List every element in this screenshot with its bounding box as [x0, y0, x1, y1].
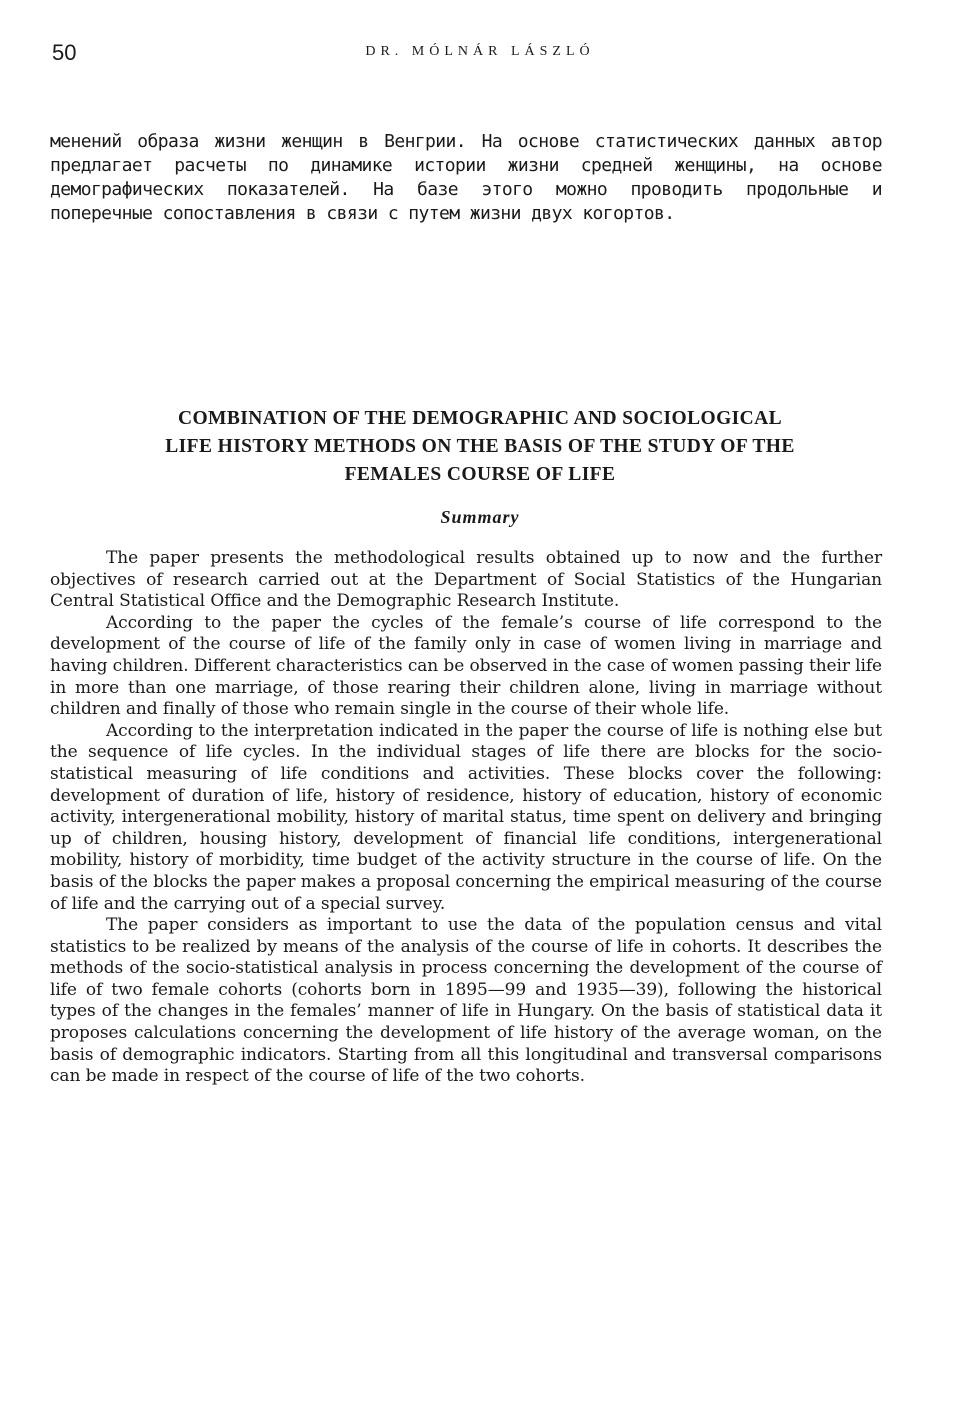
- title-line: LIFE HISTORY METHODS ON THE BASIS OF THE STUDY OF THE: [165, 436, 795, 457]
- article-body: [50, 548, 882, 1088]
- body-paragraph: The paper presents the methodological results obtained up to now and the further objectives of research carried out at the Department of Social Statistics of the Hungarian Central Statistical Office and the Demographic Research Institute.: [50, 548, 882, 612]
- page-number: 50: [52, 40, 77, 65]
- russian-summary-paragraph: менений образа жизни женщин в Венгрии. На основе статистических данных автор предлагает расчеты по динамике истории жизни средней женщины, на основе демографических показателей. На базе этого можно проводить продольные и поперечные сопоставления в связи с путем жизни двух когортов.: [50, 131, 882, 224]
- body-paragraph: According to the paper the cycles of the female’s course of life correspond to the development of the course of life of the family only in case of women living in marriage and having children. Different characteristics can be observed in the case of women passing their life in more than one marriage, of those rearing their children alone, living in marriage without children and finally of those who remain single in the course of their whole life.: [50, 612, 882, 720]
- article-title: [60, 405, 900, 489]
- running-head: DR. MÓLNÁR LÁSZLÓ: [365, 44, 595, 59]
- body-paragraph: According to the interpretation indicated in the paper the course of life is nothing else but the sequence of life cycles. In the individual stages of life there are blocks for the socio-statistical measuring of life conditions and activities. These blocks cover the following: development of duration of life, history of residence, history of education, history of economic activity, intergenerational mobility, history of marital status, time spent on delivery and bringing up of children, housing history, development of financial life conditions, intergenerational mobility, history of morbidity, time budget of the activity structure in the course of life. On the basis of the blocks the paper makes a proposal concerning the empirical measuring of the course of life and the carrying out of a special survey.: [50, 720, 882, 914]
- body-paragraph: The paper considers as important to use the data of the population census and vital statistics to be realized by means of the analysis of the course of life in cohorts. It describes the methods of the socio-statistical analysis in process concerning the development of the course of life of two female cohorts (cohorts born in 1895—99 and 1935—39), following the historical types of the changes in the females’ manner of life in Hungary. On the basis of statistical data it proposes calculations concerning the development of life history of the average woman, on the basis of demographic indicators. Starting from all this longitudinal and transversal comparisons can be made in respect of the course of life of the two cohorts.: [50, 915, 882, 1087]
- title-line: FEMALES COURSE OF LIFE: [344, 464, 616, 485]
- summary-heading: Summary: [440, 507, 520, 527]
- title-line: COMBINATION OF THE DEMOGRAPHIC AND SOCIOLOGICAL: [177, 408, 783, 429]
